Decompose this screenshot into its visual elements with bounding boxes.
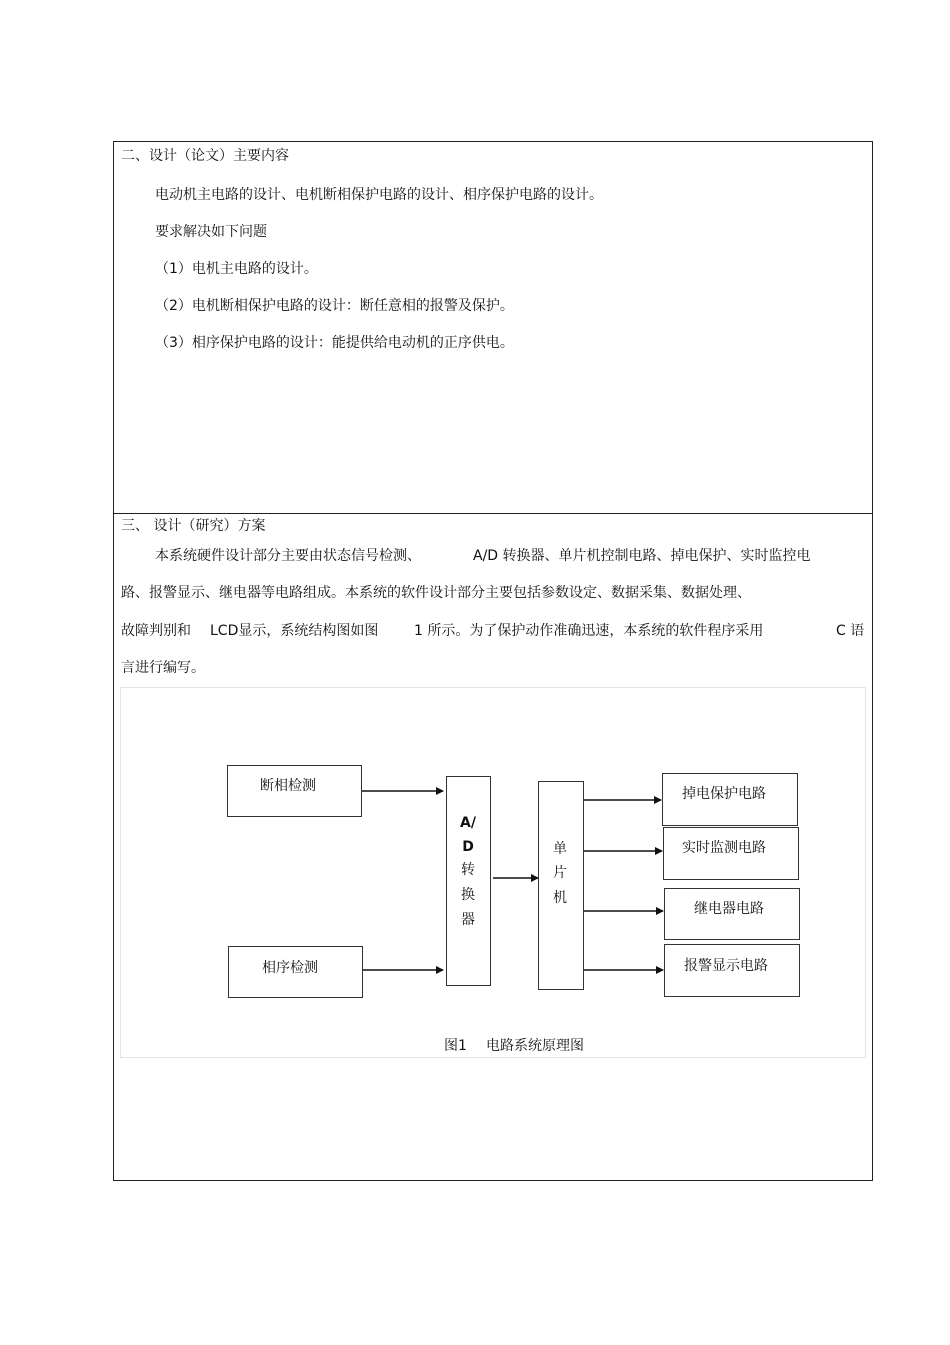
section3-p2: 路、报警显示、继电器等电路组成。本系统的软件设计部分主要包括参数设定、数据采集、数据处理、: [121, 585, 751, 601]
phase-sequence-detection-label: 相序检测: [262, 960, 318, 976]
relay-circuit-label: 继电器电路: [694, 901, 764, 917]
adc-label-5: 器: [461, 912, 475, 928]
mcu-label-1: 单: [553, 841, 567, 857]
alarm-display-label: 报警显示电路: [684, 958, 768, 974]
section2-item2: （2）电机断相保护电路的设计：断任意相的报警及保护。: [155, 298, 514, 314]
section3-p3-part2: LCD显示，系统结构图如图: [210, 623, 379, 639]
adc-label-2: D: [462, 839, 474, 855]
section3-p3-part1: 故障判别和: [121, 623, 191, 639]
section3-p1-part1: 本系统硬件设计部分主要由状态信号检测、: [155, 548, 421, 564]
mcu-label-2: 片: [553, 865, 567, 881]
section2-line2: 要求解决如下问题: [155, 224, 267, 240]
section3-p3-part4: C 语: [836, 623, 865, 639]
section3-p1-part2: A/D 转换器、单片机控制电路、掉电保护、实时监控电: [473, 548, 811, 564]
section3-p3-part3: 1 所示。为了保护动作准确迅速，本系统的软件程序采用: [414, 623, 764, 639]
section2-item1: （1）电机主电路的设计。: [155, 261, 318, 277]
section3-p4: 言进行编写。: [121, 660, 205, 676]
section2-line1: 电动机主电路的设计、电机断相保护电路的设计、相序保护电路的设计。: [155, 187, 603, 203]
adc-label-1: A/: [460, 815, 476, 831]
realtime-monitor-label: 实时监测电路: [682, 840, 766, 856]
phase-loss-detection-label: 断相检测: [260, 778, 316, 794]
figure-caption-text: 电路系统原理图: [486, 1038, 584, 1054]
power-loss-protection-label: 掉电保护电路: [682, 786, 766, 802]
adc-label-4: 换: [461, 887, 475, 903]
section3-heading: 三、 设计（研究）方案: [121, 518, 266, 534]
section2-heading: 二、设计（论文）主要内容: [121, 148, 289, 164]
section2-item3: （3）相序保护电路的设计：能提供给电动机的正序供电。: [155, 335, 514, 351]
adc-label-3: 转: [461, 862, 475, 878]
mcu-label-3: 机: [553, 890, 567, 906]
figure-caption-number: 图1: [444, 1038, 467, 1054]
